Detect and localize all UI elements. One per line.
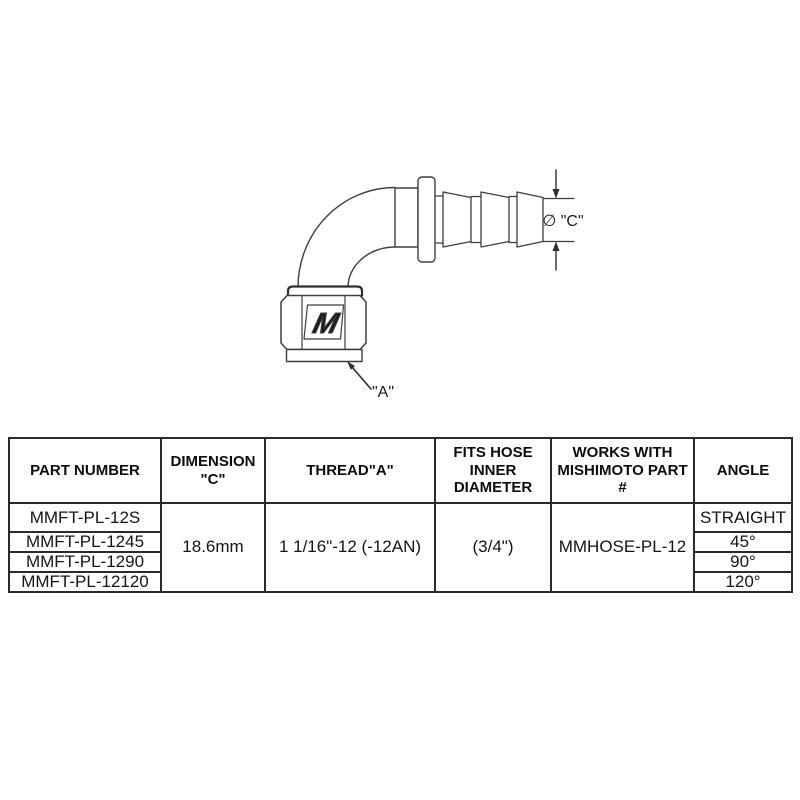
table-header-row <box>9 438 792 503</box>
nut-skirt <box>287 350 363 362</box>
dim-arrow-top-head <box>553 189 560 199</box>
col-header-fits-hose: FITS HOSE INNER DIAMETER <box>435 438 551 503</box>
fitting-drawing <box>260 160 600 410</box>
thread-a-label: "A" <box>371 384 395 401</box>
dimension-c-cell: 18.6mm <box>161 503 265 592</box>
dim-arrow-bottom-head <box>553 242 560 252</box>
barb-2 <box>481 192 509 247</box>
nut-top-lip <box>288 287 362 296</box>
col-header-part-number: PART NUMBER <box>9 438 161 503</box>
col-header-angle: ANGLE <box>694 438 792 503</box>
col-header-thread-a: THREAD"A" <box>265 438 435 503</box>
thread-a-cell: 1 1/16"-12 (-12AN) <box>265 503 435 592</box>
part-number-cell: MMFT-PL-1245 <box>9 532 161 552</box>
part-number-cell: MMFT-PL-12120 <box>9 572 161 592</box>
barb-1 <box>443 192 471 247</box>
flange-washer <box>418 177 435 262</box>
fitting-drawing-svg <box>260 160 600 410</box>
elbow-inner-arc <box>348 247 395 288</box>
diameter-c-label: ∅ "C" <box>542 213 584 230</box>
part-number-cell: MMFT-PL-1290 <box>9 552 161 572</box>
part-number-cell: MMFT-PL-12S <box>9 503 161 532</box>
barb-3 <box>517 192 543 247</box>
col-header-works-with: WORKS WITH MISHIMOTO PART # <box>551 438 694 503</box>
elbow-outer-arc <box>298 188 395 288</box>
works-with-cell: MMHOSE-PL-12 <box>551 503 694 592</box>
col-header-dimension-c: DIMENSION "C" <box>161 438 265 503</box>
fits-hose-cell: (3/4") <box>435 503 551 592</box>
angle-cell: 120° <box>694 572 792 592</box>
angle-cell: 45° <box>694 532 792 552</box>
svg-text:M: M <box>309 307 342 340</box>
spec-table <box>8 437 793 593</box>
angle-cell: 90° <box>694 552 792 572</box>
table-row <box>9 503 792 532</box>
angle-cell: STRAIGHT <box>694 503 792 532</box>
flange-body <box>395 188 418 247</box>
